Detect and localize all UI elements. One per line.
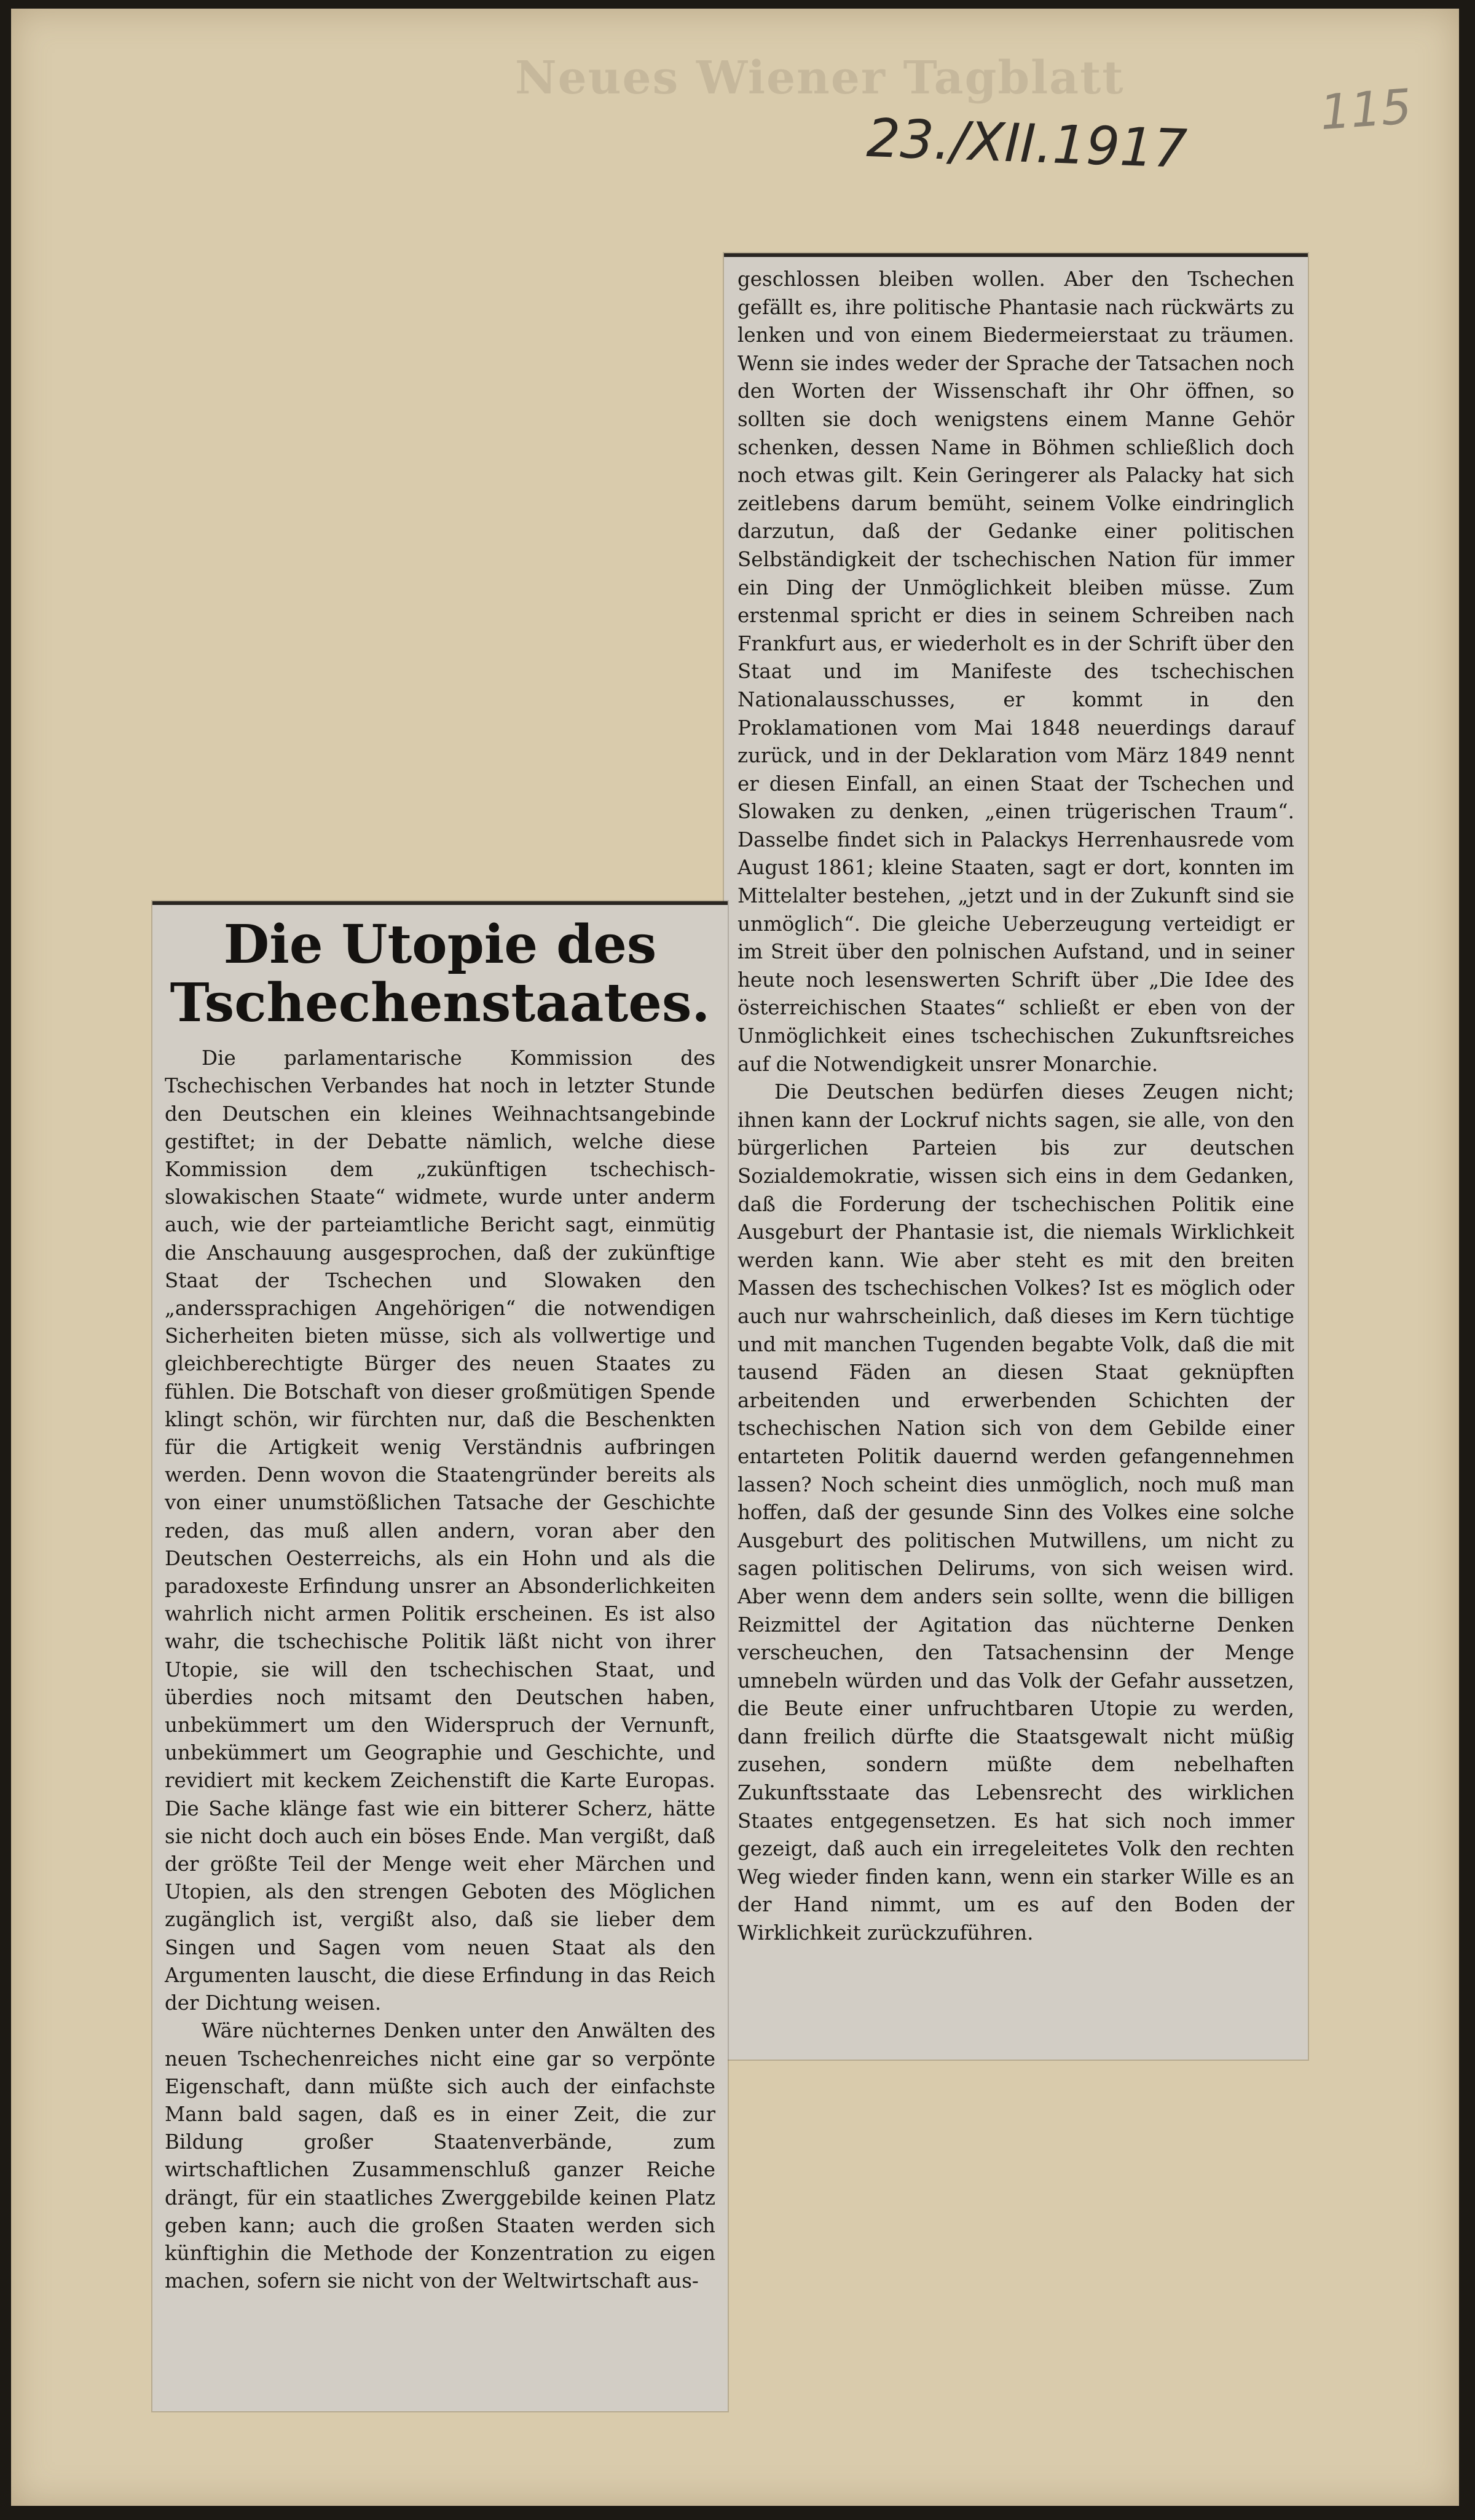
article-paragraph: Die parlamentarische Kommission des Tschechischen Verbandes hat noch in letzter Stunde den Deutschen ein kleines Weihnachtsangebinde gestiftet; in der Debatte nämlich, welche diese Kommission dem „zukünftigen tschechisch-slowakischen Staate“ widmete, wurde unter anderm auch, wie der parteiamtliche Bericht sagt, einmütig die Anschauung ausgesprochen, daß der zukünftige Staat der Tschechen und Slowaken den „anderssprachigen Angehörigen“ die notwendigen Sicherheiten bieten müsse, sich als vollwertige und gleichberechtigte Bürger des neuen Staates zu fühlen. Die Botschaft von dieser großmütigen Spende klingt schön, wir fürchten nur, daß die Beschenkten für die Artigkeit wenig Verständnis aufbringen werden. Denn wovon die Staatengründer bereits als von einer unumstößlichen Tatsache der Geschichte reden, das muß allen andern, voran aber den Deutschen Oesterreichs, als ein Hohn und als die paradoxeste Erfindung unsrer an Absonderlichkeiten wahrlich nicht armen Politik erscheinen. Es ist also wahr, die tschechische Politik läßt nicht von ihrer Utopie, sie will den tschechischen Staat, und überdies noch mitsamt den Deutschen haben, unbekümmert um den Widerspruch der Vernunft, unbekümmert um Geographie und Geschichte, und revidiert mit keckem Zeichenstift die Karte Europas. Die Sache klänge fast wie ein bitterer Scherz, hätte sie nicht doch auch ein böses Ende. Man vergißt, daß der größte Teil der Menge weit eher Märchen und Utopien, als den strengen Geboten des Möglichen zugänglich ist, vergißt also, daß sie lieber dem Singen und Sagen vom neuen Staat als den Argumenten lauscht, die diese Erfindung in das Reich der Dichtung weisen. xyxy=(165,1046,715,2015)
clipping-right-column xyxy=(724,253,1308,2060)
article-paragraph: Die Deutschen bedürfen dieses Zeugen nicht; ihnen kann der Lockruf nichts sagen, sie alle, von den bürgerlichen Parteien bis zur deutschen Sozialdemokratie, wissen sich eins in dem Gedanken, daß die Forderung der tschechischen Politik eine Ausgeburt der Phantasie ist, die niemals Wirklichkeit werden kann. Wie aber steht es mit den breiten Massen des tschechischen Volkes? Ist es möglich oder auch nur wahrscheinlich, daß dieses im Kern tüchtige und mit manchen Tugenden begabte Volk, daß die mit tausend Fäden an diesen Staat geknüpften arbeitenden und erwerbenden Schichten der tschechischen Nation sich von dem Gebilde einer entarteten Politik dauernd werden gefangennehmen lassen? Noch scheint dies unmöglich, noch muß man hoffen, daß der gesunde Sinn des Volkes eine solche Ausgeburt des politischen Mutwillens, um nicht zu sagen politischen Delirums, von sich weisen wird. Aber wenn dem anders sein sollte, wenn die billigen Reizmittel der Agitation das nüchterne Denken verscheuchen, den Tatsachensinn der Menge umnebeln würden und das Volk der Gefahr aussetzen, die Beute einer unfruchtbaren Utopie zu werden, dann freilich dürfte die Staatsgewalt nicht müßig zusehen, sondern müßte dem nebelhaften Zukunftsstaate das Lebensrecht des wirklichen Staates entgegensetzen. Es hat sich noch immer gezeigt, daß auch ein irregeleitetes Volk den rechten Weg wieder finden kann, wenn ein starker Wille es an der Hand nimmt, um es auf den Boden der Wirklichkeit zurückzuführen. xyxy=(738,1080,1294,1945)
article-headline: Die Utopie des Tschechenstaates. xyxy=(170,914,710,1034)
article-paragraph: geschlossen bleiben wollen. Aber den Tschechen gefällt es, ihre politische Phantasie nach rückwärts zu lenken und von einem Biedermeierstaat zu träumen. Wenn sie indes weder der Sprache der Tatsachen noch den Worten der Wissenschaft ihr Ohr öffnen, so sollten sie doch wenigstens einem Manne Gehör schenken, dessen Name in Böhmen schließlich doch noch etwas gilt. Kein Geringerer als Palacky hat sich zeitlebens darum bemüht, seinem Volke eindringlich darzutun, daß der Gedanke einer politischen Selbständigkeit der tschechischen Nation für immer ein Ding der Unmöglichkeit bleiben müsse. Zum erstenmal spricht er dies in seinem Schreiben nach Frankfurt aus, er wiederholt es in der Schrift über den Staat und im Manifeste des tschechischen Nationalausschusses, er kommt in den Proklamationen vom Mai 1848 neuerdings darauf zurück, und in der Deklaration vom März 1849 nennt er diesen Einfall, an einen Staat der Tschechen und Slowaken zu denken, „einen trügerischen Traum“. Dasselbe findet sich in Palackys Herrenhausrede vom August 1861; kleine Staaten, sagt er dort, konnten im Mittelalter bestehen, „jetzt und in der Zukunft sind sie unmöglich“. Die gleiche Ueberzeugung verteidigt er im Streit über den polnischen Aufstand, und in seiner heute noch lesenswerten Schrift über „Die Idee des österreichischen Staates“ schließt er eben von der Unmöglichkeit eines tschechischen Zukunftsreiches auf die Notwendigkeit unsrer Monarchie. xyxy=(738,267,1294,1076)
clipping-left-column xyxy=(152,901,728,2411)
handwritten-date: 23./XII.1917 xyxy=(865,107,1189,181)
masthead-stamp: Neues Wiener Tagblatt xyxy=(515,52,1125,105)
article-column-left xyxy=(165,912,715,2295)
article-paragraph: Wäre nüchternes Denken unter den Anwälten des neuen Tschechenreiches nicht eine gar so verpönte Eigenschaft, dann müßte sich auch der einfachste Mann bald sagen, daß es in einer Zeit, die zur Bildung großer Staatenverbände, zum wirtschaftlichen Zusammenschluß ganzer Reiche drängt, für ein staatliches Zwerggebilde keinen Platz geben kann; auch die großen Staaten werden sich künftighin die Methode der Konzentration zu eigen machen, sofern sie nicht von der Weltwirtschaft aus- xyxy=(165,2019,715,2293)
headline-top-rule xyxy=(152,901,728,905)
handwritten-page-number: 115 xyxy=(1318,79,1414,141)
column-top-rule xyxy=(724,253,1308,257)
article-column-right xyxy=(738,266,1294,1948)
